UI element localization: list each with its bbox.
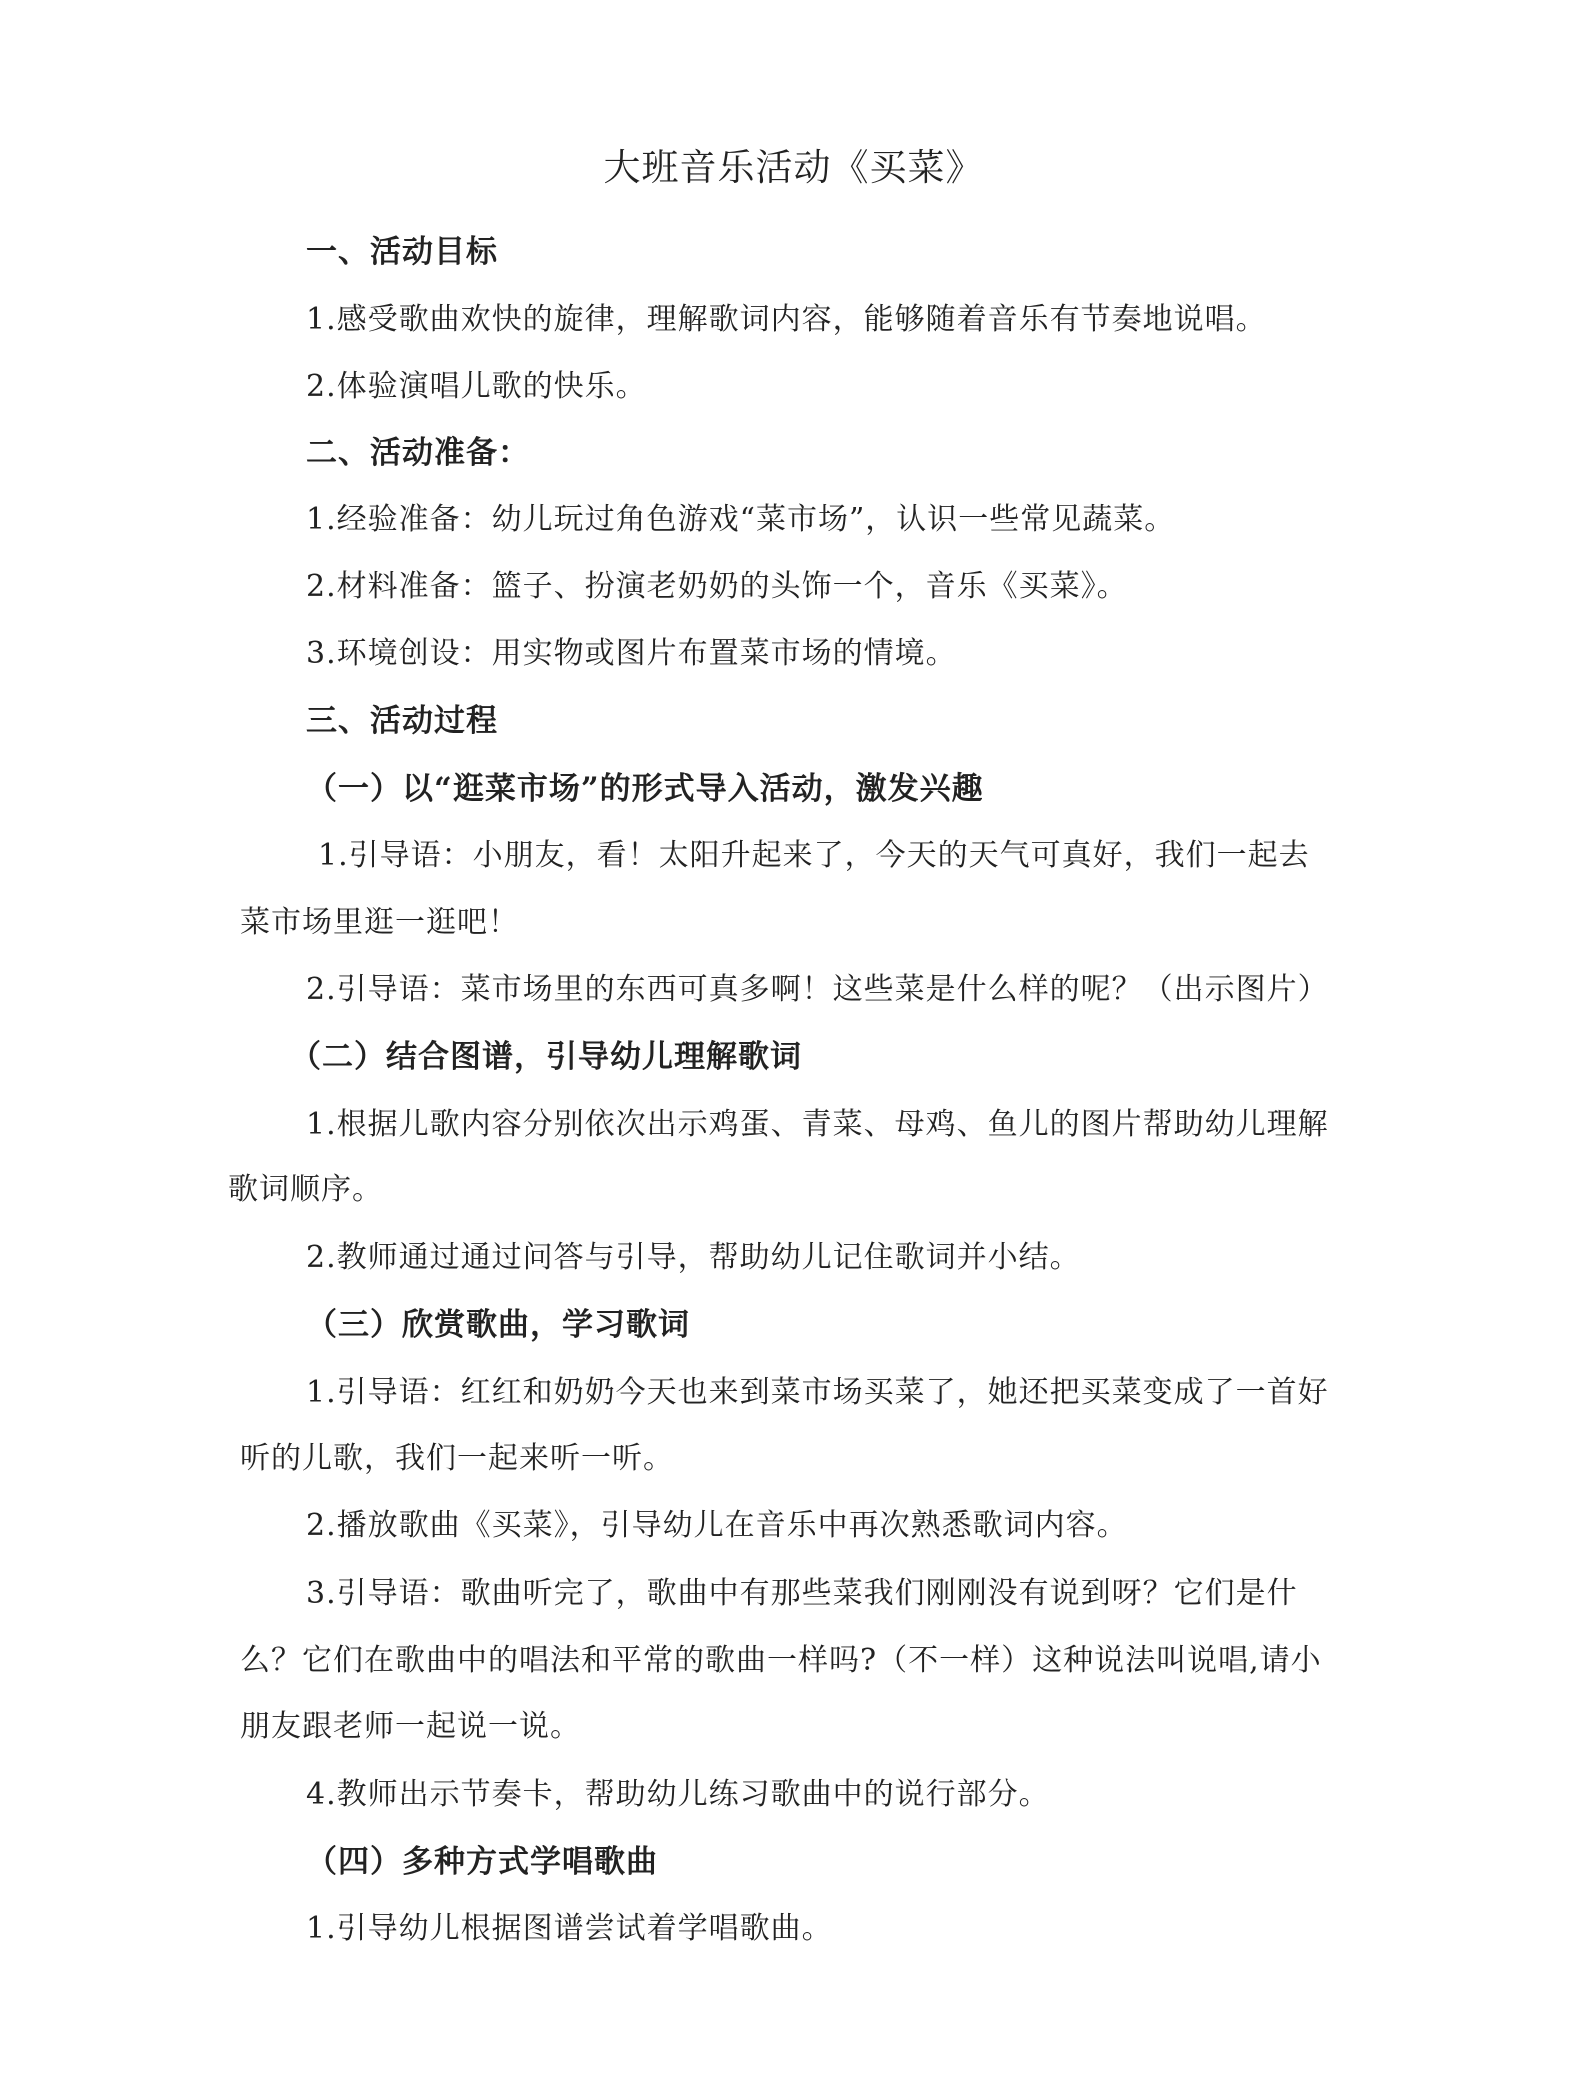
paragraph-line: 2.播放歌曲《买菜》，引导幼儿在音乐中再次熟悉歌词内容。 — [306, 1508, 1128, 1543]
paragraph-line: 4.教师出示节奏卡，帮助幼儿练习歌曲中的说行部分。 — [306, 1777, 1050, 1812]
paragraph-line: 听的儿歌，我们一起来听一听。 — [240, 1441, 674, 1476]
paragraph-line: 3.环境创设：用实物或图片布置菜市场的情境。 — [306, 636, 957, 671]
paragraph-line: 朋友跟老师一起说一说。 — [240, 1709, 581, 1744]
subsection-heading-4: （四）多种方式学唱歌曲 — [306, 1844, 658, 1880]
paragraph-line: 1.引导幼儿根据图谱尝试着学唱歌曲。 — [306, 1911, 833, 1946]
subsection-heading-2: （二）结合图谱，引导幼儿理解歌词 — [290, 1039, 802, 1075]
subsection-heading-1: （一）以“逛菜市场”的形式导入活动，激发兴趣 — [306, 771, 984, 807]
paragraph-line: 2.教师通过通过问答与引导，帮助幼儿记住歌词并小结。 — [306, 1240, 1081, 1275]
paragraph-line: 1.引导语：红红和奶奶今天也来到菜市场买菜了，她还把买菜变成了一首好 — [306, 1375, 1329, 1410]
paragraph-line: 歌词顺序。 — [228, 1172, 383, 1207]
paragraph-line: 1.经验准备：幼儿玩过角色游戏“菜市场”，认识一些常见蔬菜。 — [306, 502, 1176, 537]
paragraph-line: 菜市场里逛一逛吧！ — [240, 905, 519, 940]
paragraph-line: 1.引导语：小朋友，看！太阳升起来了，今天的天气可真好，我们一起去 — [318, 838, 1310, 873]
paragraph-line: 2.体验演唱儿歌的快乐。 — [306, 369, 647, 404]
paragraph-line: 1.感受歌曲欢快的旋律，理解歌词内容，能够随着音乐有节奏地说唱。 — [306, 302, 1267, 337]
section-heading-3: 三、活动过程 — [306, 703, 498, 739]
document-title: 大班音乐活动《买菜》 — [603, 146, 984, 189]
subsection-heading-3: （三）欣赏歌曲，学习歌词 — [306, 1307, 690, 1343]
section-heading-2: 二、活动准备： — [306, 435, 530, 471]
section-heading-1: 一、活动目标 — [306, 234, 498, 270]
paragraph-line: 2.引导语：菜市场里的东西可真多啊！这些菜是什么样的呢？（出示图片） — [306, 972, 1329, 1007]
paragraph-line: 1.根据儿歌内容分别依次出示鸡蛋、青菜、母鸡、鱼儿的图片帮助幼儿理解 — [306, 1107, 1329, 1142]
paragraph-line: 么？它们在歌曲中的唱法和平常的歌曲一样吗?（不一样）这种说法叫说唱,请小 — [240, 1643, 1322, 1678]
paragraph-line: 3.引导语：歌曲听完了，歌曲中有那些菜我们刚刚没有说到呀？它们是什 — [306, 1576, 1298, 1611]
paragraph-line: 2.材料准备：篮子、扮演老奶奶的头饰一个，音乐《买菜》。 — [306, 569, 1128, 604]
